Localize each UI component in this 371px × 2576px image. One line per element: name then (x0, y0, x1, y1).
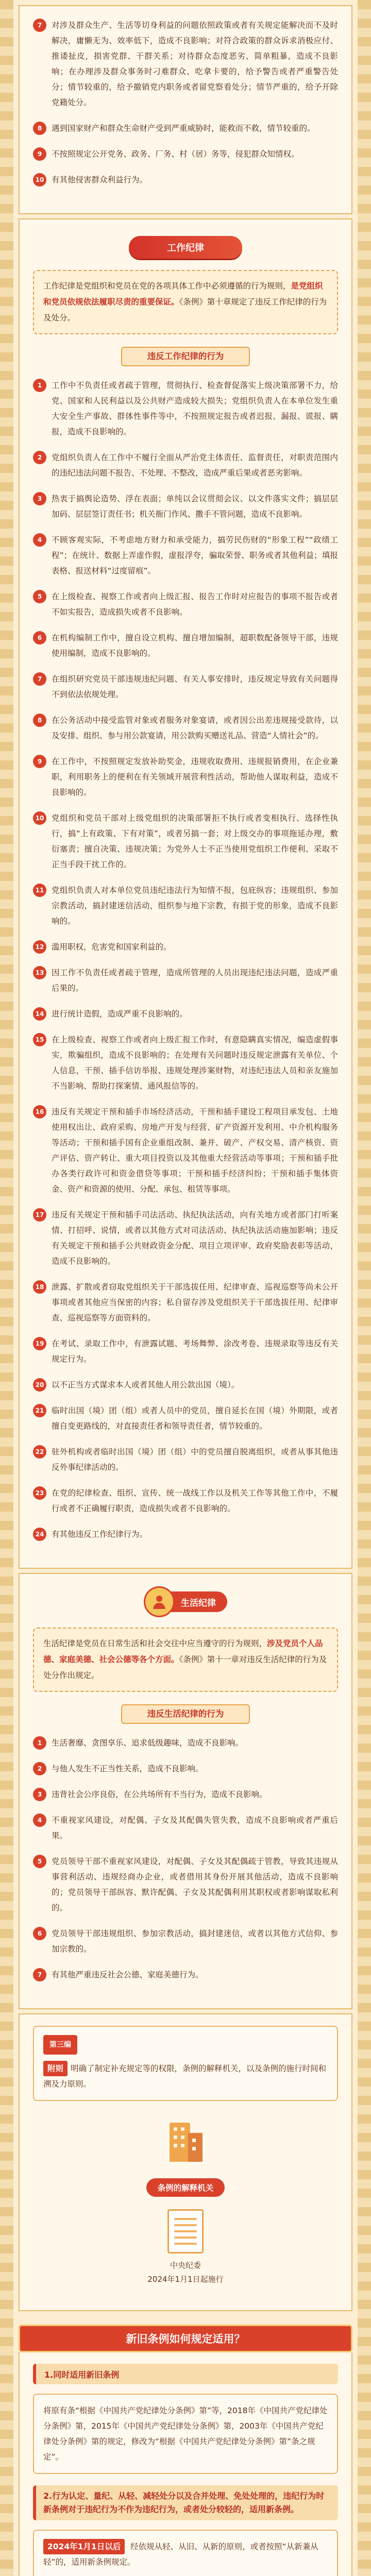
section-mass-discipline (19, 5, 352, 214)
list-item (33, 1006, 338, 1022)
work-lead-text (33, 270, 338, 334)
item-text: 在机构编制工作中，擅自设立机构、擅自增加编制，超职数配备领导干部，违规使用编制，造成不良影响的。 (52, 633, 338, 658)
new-old-tag-left: 2024年1月1日以后 (43, 2539, 125, 2554)
item-number-badge: 19 (33, 1337, 46, 1350)
item-text: 违背社会公序良俗，在公共场所有不当行为，造成不良影响。 (52, 1790, 267, 1799)
life-lead-highlight: 涉及党员个人品德、家庭美德、社会公德等各个方面。 (43, 1639, 323, 1664)
item-number-badge: 7 (33, 1968, 46, 1981)
chapter-title-work: 工作纪律 (129, 236, 242, 259)
building-icon (162, 2112, 209, 2162)
item-number-badge: 13 (33, 966, 46, 979)
item-number-badge: 6 (33, 1927, 46, 1940)
item-text: 因工作不负责任或者疏于管理，造成所管理的人员出现违纪违法问题，造成严重后果的。 (52, 968, 338, 993)
item-number-badge: 12 (33, 940, 46, 954)
item-number-badge: 2 (33, 1762, 46, 1775)
life-lead-post: 《条例》第十一章对违反生活纪律的行为及处分作出规定。 (43, 1655, 327, 1680)
list-item (33, 1787, 338, 1802)
new-old-text-1 (33, 2394, 338, 2474)
list-item (33, 883, 338, 929)
item-text: 在党的纪律检查、组织、宣传、统一战线工作以及机关工作等其他工作中，不履行或者不正确履行职责，造成损失或者不良影响的。 (52, 1488, 338, 1513)
section-new-old (19, 2352, 352, 2576)
item-number-badge: 24 (33, 1528, 46, 1541)
item-number-badge: 4 (33, 1814, 46, 1827)
life-ribbon-title (33, 1587, 338, 1616)
item-text: 泄露、扩散或者窃取党组织关于干部选拔任用、纪律审查、巡视巡察等尚未公开事项或者其他应当保密的内容；私自留存涉及党组织关于干部选拔任用、纪律审查、巡视巡察等方面资料的。 (52, 1282, 338, 1323)
item-text: 在上级检查、视察工作或者向上级汇报工作时，有意隐瞒真实情况，编造虚假事实，欺骗组织，造成不良影响的；在处理有关问题时违反规定泄露有关单位、个人信息，干预、插手信访举报、违规处理涉案财物，对违纪违法人员和亲友施加不当影响、帮助打探案情、通风报信等的。 (52, 1035, 338, 1091)
list-item (33, 1967, 338, 1982)
item-text: 党组织负责人在工作中不履行全面从严治党主体责任、监督责任，对职责范围内的违纪违法问题不报告、不处理、不整改，造成严重后果或者恶劣影响。 (52, 453, 338, 478)
item-text: 党员领导干部违规组织、参加宗教活动，搞封建迷信，或者以其他方式信仰、参加宗教的。 (52, 1929, 338, 1954)
item-text: 遇到国家财产和群众生命财产受到严重威胁时，能救而不救，情节较重的。 (52, 124, 315, 133)
effective-date: 2024年1月1日起施行 (147, 2275, 224, 2284)
item-text: 党员领导干部不重视家风建设，对配偶、子女及其配偶疏于管教，导致其违规从事营利活动、违规经商办企业，或者借用其身份开展其他活动，造成不良影响的；党员领导干部纵容、默许配偶、子女及其配偶利用其职权或者影响谋取私利的。 (52, 1857, 338, 1912)
item-number-badge: 18 (33, 1280, 46, 1294)
list-item (33, 1207, 338, 1269)
list-item (33, 939, 338, 955)
item-text: 在工作中，不按照规定发放补助奖金，违规收取费用、违规报销费用，在企业兼职，利用职务上的便利在有关领域开展营利性活动，帮助他人谋取利益，造成不良影响的。 (52, 757, 338, 797)
list-item (33, 1812, 338, 1843)
mass-item-list (33, 18, 338, 188)
list-item (33, 1735, 338, 1751)
list-item (33, 532, 338, 579)
left-decorative-rail (0, 0, 13, 2576)
list-item (33, 18, 338, 110)
item-number-badge: 8 (33, 714, 46, 727)
list-item (33, 1761, 338, 1776)
new-old-head-1: 1.同时适用新旧条例 (33, 2364, 338, 2384)
item-number-badge: 4 (33, 533, 46, 547)
item-number-badge: 3 (33, 492, 46, 505)
item-text: 不顾客观实际，不考虑地方财力和承受能力，搞劳民伤财的“形象工程”“政绩工程”；在统计、数据上弄虚作假，虚报浮夸，骗取荣誉、职务或者其他利益；填报表格、报送材料“过度留痕”。 (52, 535, 338, 575)
item-text: 热衷于搞舆论造势、浮在表面；单纯以会议贯彻会议、以文件落实文件；搞层层加码、层层签订责任书；机关衙门作风、撒手不管问题，造成不良影响。 (52, 494, 338, 519)
chapter-three-tag: 第三编 (43, 2035, 77, 2055)
item-number-badge: 16 (33, 1105, 46, 1118)
person-icon (144, 1586, 175, 1617)
item-number-badge: 10 (33, 811, 46, 825)
item-text: 不按照规定公开党务、政务、厂务、村（居）务等，侵犯群众知情权。 (52, 149, 299, 159)
supplementary-box (33, 2026, 338, 2101)
new-old-banner: 新旧条例如何规定适用？ (19, 2325, 352, 2352)
item-text: 违反有关规定干预和插手市场经济活动，干预和插手建设工程项目承发包、土地使用权出让、政府采购、房地产开发与经营、矿产资源开发利用、中介机构服务等活动；干预和插手国有企业重组改制、兼并、破产、产权交易、清产核资、资产评估、资产转让、重大项目投资以及其他重大经营活动等事项；干预和插手批办各类行政许可和资金借贷等事项；干预和插手经济纠纷；干预和插手集体资金、资产和资源的使用、分配、承包、租赁等事项。 (52, 1107, 338, 1194)
section-supplementary-provisions (19, 2013, 352, 2311)
item-text: 不重视家风建设，对配偶、子女及其配偶失管失教，造成不良影响或者严重后果。 (52, 1816, 338, 1840)
interpretation-org: 中央纪委 (170, 2261, 201, 2270)
work-item-list (33, 378, 338, 1542)
item-number-badge: 23 (33, 1486, 46, 1500)
document-icon (167, 2209, 204, 2253)
list-item (33, 1444, 338, 1475)
new-old-body-1: 将原有条“根据《中国共产党纪律处分条例》第”等，2018年《中国共产党纪律处分条例》第，2015年《中国共产党纪律处分条例》第，2003年《中国共产党纪律处分条例》第的规定，修改为“根据《中国共产党纪律处分条例》第”条之规定”。 (43, 2406, 328, 2462)
item-text: 党组织负责人对本单位党员违纪违法行为知情不报，包庇纵容；违规组织、参加宗教活动，搞封建迷信活动，组织参与地下宗教，有损于党的形象，造成不良影响的。 (52, 886, 338, 926)
list-item (33, 1926, 338, 1957)
item-text: 工作中不负责任或者疏于管理，贯彻执行、检查督促落实上级决策部署不力，给党、国家和人民利益以及公共财产造成较大损失；党组织负责人在本单位发生重大安全生产事故、群体性事件等中，不按照规定报告或者迟报、漏报、谎报、瞒报，造成不良影响的。 (52, 381, 338, 436)
item-text: 以不正当方式谋求本人或者其他人用公款出国（境）。 (52, 1380, 240, 1389)
list-item (33, 491, 338, 522)
list-item (33, 671, 338, 702)
life-lead-pre: 生活纪律是党员在日常生活和社会交往中应当遵守的行为规则， (43, 1639, 267, 1648)
item-number-badge: 20 (33, 1378, 46, 1392)
item-number-badge: 11 (33, 884, 46, 897)
item-text: 在考试、录取工作中，有泄露试题、考场舞弊、涂改考卷、违规录取等违反有关规定行为。 (52, 1339, 338, 1364)
list-item (33, 589, 338, 620)
item-text: 临时出国（境）团（组）或者人员中的党员，擅自延长在国（境）外期限，或者擅自变更路线的，对直接责任者和领导责任者，情节较重的。 (52, 1406, 338, 1431)
supplementary-label: 附则 (43, 2061, 68, 2076)
list-item (33, 1403, 338, 1434)
item-number-badge: 17 (33, 1208, 46, 1222)
list-item (33, 1279, 338, 1326)
list-item (33, 713, 338, 743)
item-text: 对涉及群众生产、生活等切身利益的问题依照政策或者有关规定能解决而不及时解决，庸懒无为、效率低下，造成不良影响；对符合政策的群众诉求消极应付、推诿扯皮，损害党群、干群关系；对待群众态度恶劣、简单粗暴，造成不良影响；在办理涉及群众事务时刁难群众、吃拿卡要的，给予警告或者严重警告处分；情节较重的，给予撤销党内职务或者留党察看处分；情节严重的，给予开除党籍处分。 (52, 21, 338, 107)
item-number-badge: 21 (33, 1404, 46, 1417)
right-decorative-rail (358, 0, 371, 2576)
item-text: 与他人发生不正当性关系，造成不良影响。 (52, 1764, 204, 1773)
item-text: 在组织研究党员干部违规违纪问题、有关人事安排时，违反规定导致有关问题得不到依法依规处理。 (52, 674, 338, 699)
interpretation-pill: 条例的解释机关 (146, 2178, 225, 2197)
life-item-list (33, 1735, 338, 1982)
list-item (33, 965, 338, 996)
section-work-discipline (19, 218, 352, 1569)
life-sub-title: 违反生活纪律的行为 (121, 1704, 250, 1724)
item-text: 进行统计造假，造成严重不良影响的。 (52, 1009, 188, 1019)
list-item (33, 1032, 338, 1094)
list-item (33, 1377, 338, 1393)
item-number-badge: 1 (33, 1736, 46, 1750)
list-item (33, 1527, 338, 1542)
list-item (33, 121, 338, 136)
item-text: 有其他严重违反社会公德、家庭美德行为。 (52, 1970, 204, 1979)
item-number-badge: 3 (33, 1788, 46, 1801)
item-text: 滥用职权，危害党和国家利益的。 (52, 942, 172, 952)
item-text: 有其他违反工作纪律行为。 (52, 1530, 148, 1539)
new-old-tag-right: 经依规从轻、从旧、从新的原则，或者按照“从新兼从轻”的，适用新条例规定。 (43, 2542, 318, 2567)
interpretation-block (33, 2174, 338, 2284)
item-number-badge: 10 (33, 173, 46, 187)
work-lead-highlight: 是党组织和党员依规依法履职尽责的重要保证。 (43, 281, 323, 307)
list-item (33, 378, 338, 439)
item-number-badge: 8 (33, 122, 46, 135)
list-item (33, 1104, 338, 1197)
item-number-badge: 9 (33, 147, 46, 161)
list-item (33, 1485, 338, 1516)
item-text: 在公务活动中接受监管对象或者服务对象宴请，或者因公出差违规接受款待，以及安排、组织、参与用公款宴请，用公款购买赠送礼品、营造“人情社会”的。 (52, 716, 338, 740)
list-item (33, 172, 338, 188)
item-number-badge: 5 (33, 590, 46, 603)
item-number-badge: 7 (33, 19, 46, 32)
item-text: 违反有关规定干预和插手司法活动、执纪执法活动，向有关地方或者部门打听案情、打招呼、说情，或者以其他方式对司法活动、执纪执法活动施加影响；违反有关规定干预和插手公共财政资金分配、项目立项评审、政府奖励表彰等活动，造成不良影响的。 (52, 1210, 338, 1266)
item-text: 生活奢靡、贪图享乐、追求低级趣味，造成不良影响。 (52, 1738, 244, 1748)
chapter-title-life: 生活纪律 (165, 1591, 227, 1612)
item-text: 驻外机构或者临时出国（境）团（组）中的党员擅自脱离组织，或者从事其他违反外事纪律活动的。 (52, 1447, 338, 1472)
item-number-badge: 5 (33, 1855, 46, 1868)
list-item (33, 1854, 338, 1916)
item-number-badge: 6 (33, 631, 46, 645)
new-old-head-2: 2.行为认定、量纪、从轻、减轻处分以及合并处理、免处处理的，违纪行为时新条例对于违纪行为不作为违纪行为，或者处分较轻的，适用新条例。 (33, 2485, 338, 2520)
item-number-badge: 7 (33, 672, 46, 686)
list-item (33, 1336, 338, 1367)
item-number-badge: 2 (33, 451, 46, 464)
item-text: 在上级检查、视察工作或者向上级汇报、报告工作时对应报告的事项不报告或者不如实报告，造成损失或者不良影响。 (52, 592, 338, 617)
item-number-badge: 22 (33, 1445, 46, 1459)
item-number-badge: 9 (33, 755, 46, 768)
item-text: 党组织和党员干部对上级党组织的决策部署拒不执行或者变相执行、选择性执行，搞“上有政策、下有对策”，或者另搞一套；对上级交办的事项拖延办理，敷衍塞责；擅自决策、违规决策；为党外人士不正当使用党组织工作便利、采取不正当手段干扰工作的。 (52, 814, 338, 869)
list-item (33, 754, 338, 800)
document-illustration (33, 2209, 338, 2256)
item-number-badge: 15 (33, 1033, 46, 1046)
list-item (33, 810, 338, 872)
work-lead-post: 《条例》第十章规定了违反工作纪律的行为及处分。 (43, 297, 327, 323)
new-old-text-2 (33, 2530, 338, 2576)
list-item (33, 146, 338, 162)
item-number-badge: 1 (33, 379, 46, 392)
item-text: 有其他侵害群众利益行为。 (52, 175, 148, 184)
supplementary-body: 明确了制定补充规定等的权限，条例的解释机关，以及条例的施行时间和溯及力原则。 (43, 2064, 327, 2089)
work-lead-pre: 工作纪律是党组织和党员在党的各项具体工作中必须遵循的行为规则， (43, 281, 291, 291)
work-sub-title: 违反工作纪律的行为 (121, 347, 250, 366)
life-lead-text (33, 1628, 338, 1692)
section-life-discipline (19, 1573, 352, 2009)
building-illustration (33, 2112, 338, 2164)
list-item (33, 450, 338, 481)
item-number-badge: 14 (33, 1007, 46, 1021)
list-item (33, 630, 338, 661)
